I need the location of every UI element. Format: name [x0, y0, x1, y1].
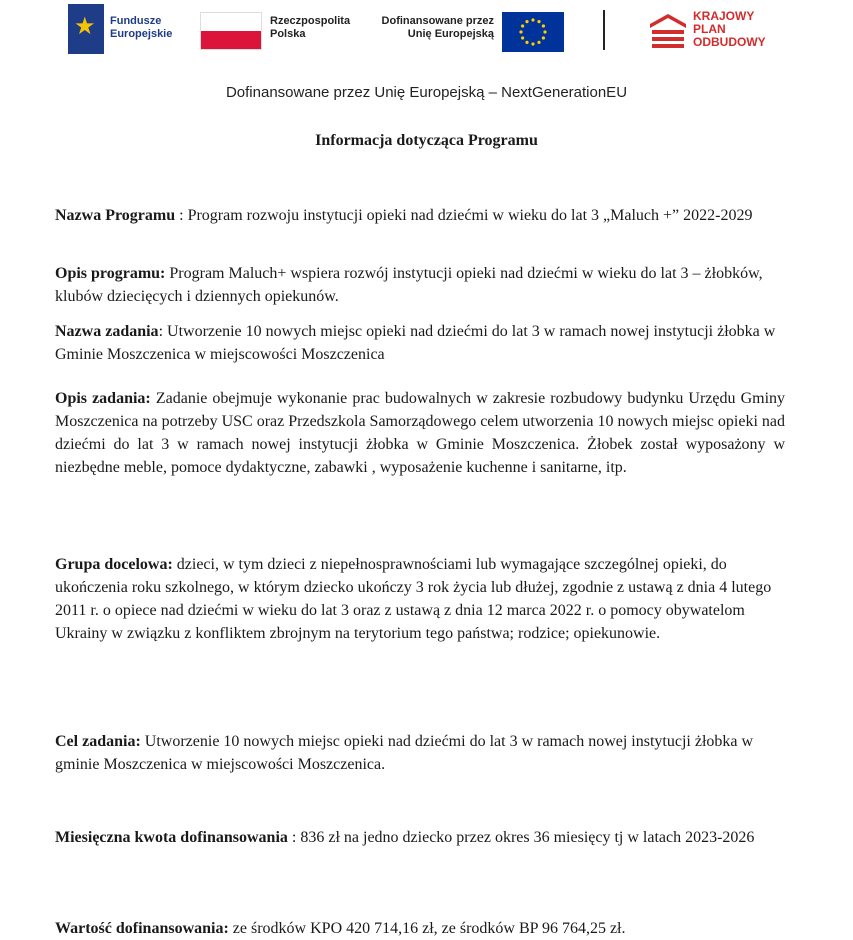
section-target-group [55, 553, 785, 645]
section-task-goal [55, 730, 785, 776]
section-label: Grupa docelowa: [55, 556, 173, 573]
section-text: 836 zł na jedno dziecko przez okres 36 miesięcy tj w latach 2023-2026 [300, 829, 755, 846]
section-funding-value [55, 917, 785, 940]
section-text: Program Maluch+ wspiera rozwój instytucji opieki nad dziećmi w wieku do lat 3 – żłobków, klubów dziecięcych i dziennych opiekunów. [55, 265, 763, 305]
section-text: Utworzenie 10 nowych miejsc opieki nad dziećmi do lat 3 w ramach nowej instytucji żłobka w gminie Moszczenica w miejscowości Moszczenica. [55, 733, 754, 773]
section-text: Program rozwoju instytucji opieki nad dziećmi w wieku do lat 3 „Maluch +” 2022-2029 [187, 207, 753, 224]
section-label: Miesięczna kwota dofinansowania [55, 829, 288, 846]
section-monthly-amount: Miesięczna kwota dofinansowania : 836 zł na jedno dziecko przez okres 36 miesięcy tj w latach 2023-2026 [55, 829, 755, 846]
section-task-name: Nazwa zadania: Utworzenie 10 nowych miejsc opieki nad dziećmi do lat 3 w ramach nowej instytucji żłobka w Gminie Moszczenica w miejscowości Moszczenica [55, 323, 776, 363]
funding-subtitle: Dofinansowane przez Unię Europejską – NextGenerationEU [225, 84, 628, 101]
section-label: Opis zadania: [55, 390, 151, 407]
section-label: Nazwa zadania [55, 323, 159, 340]
section-label: Wartość dofinansowania: [55, 920, 229, 937]
eu-stars-icon [502, 12, 564, 52]
fundusze-europejskie-logo [68, 4, 104, 54]
section-text: Zadanie obejmuje wykonanie prac budowalnych w zakresie rozbudowy budynku Urzędu Gminy Moszczenica na potrzeby USC oraz Przedszkola Samorządowego celem utworzenia 10 nowych miejsc opieki nad dziećmi do lat 3 w ramach nowej instytucji żłobka w Gminie Moszczenica. Żłobek został wyposażony w niezbędne meble, pomoce dydaktyczne, zabawki , wyposażenie kuchenne i sanitarne, itp. [55, 390, 786, 476]
logo-bar [0, 0, 853, 70]
section-text: Utworzenie 10 nowych miejsc opieki nad dziećmi do lat 3 w ramach nowej instytucji żłobka w Gminie Moszczenica w miejscowości Moszczenica [55, 323, 776, 363]
logo-divider [603, 10, 605, 50]
section-label: Nazwa Programu [55, 207, 176, 224]
section-label: Opis programu: [55, 265, 166, 282]
section-label: Cel zadania: [55, 733, 141, 750]
page-title: Informacja dotycząca Programu [315, 132, 538, 149]
star-icon: ★ [74, 12, 96, 40]
krajowy-plan-odbudowy-logo [650, 14, 686, 50]
krajowy-plan-odbudowy-text: KRAJOWY PLAN ODBUDOWY [693, 9, 766, 49]
section-program-name: Nazwa Programu : Program rozwoju instytucji opieki nad dziećmi w wieku do lat 3 „Maluch +” 2022-2029 [55, 207, 753, 224]
section-text: dzieci, w tym dzieci z niepełnosprawnościami lub wymagające szczególnej opieki, do ukończenia roku szkolnego, w którym dziecko ukończy 3 rok życia lub dłużej, zgodnie z ustawą z dnia 4 lutego 2011 r. o opiece nad dziećmi w wieku do lat 3 oraz z ustawą z dnia 12 marca 2022 r. o pomocy obywatelom Ukrainy w związku z konfliktem zbrojnym na terytorium tego państwa; rodzice; opiekunowie. [55, 556, 772, 642]
eu-funding-text: Dofinansowane przez Unię Europejską [381, 15, 494, 40]
rzeczpospolita-polska-text: Rzeczpospolita Polska [270, 15, 351, 40]
eu-flag [502, 12, 564, 52]
fundusze-europejskie-text: Fundusze Europejskie [110, 15, 173, 40]
section-text: ze środków KPO 420 714,16 zł, ze środków BP 96 764,25 zł. [232, 920, 626, 937]
poland-flag [200, 12, 262, 50]
section-program-description [55, 262, 785, 308]
section-task-description [55, 387, 785, 479]
